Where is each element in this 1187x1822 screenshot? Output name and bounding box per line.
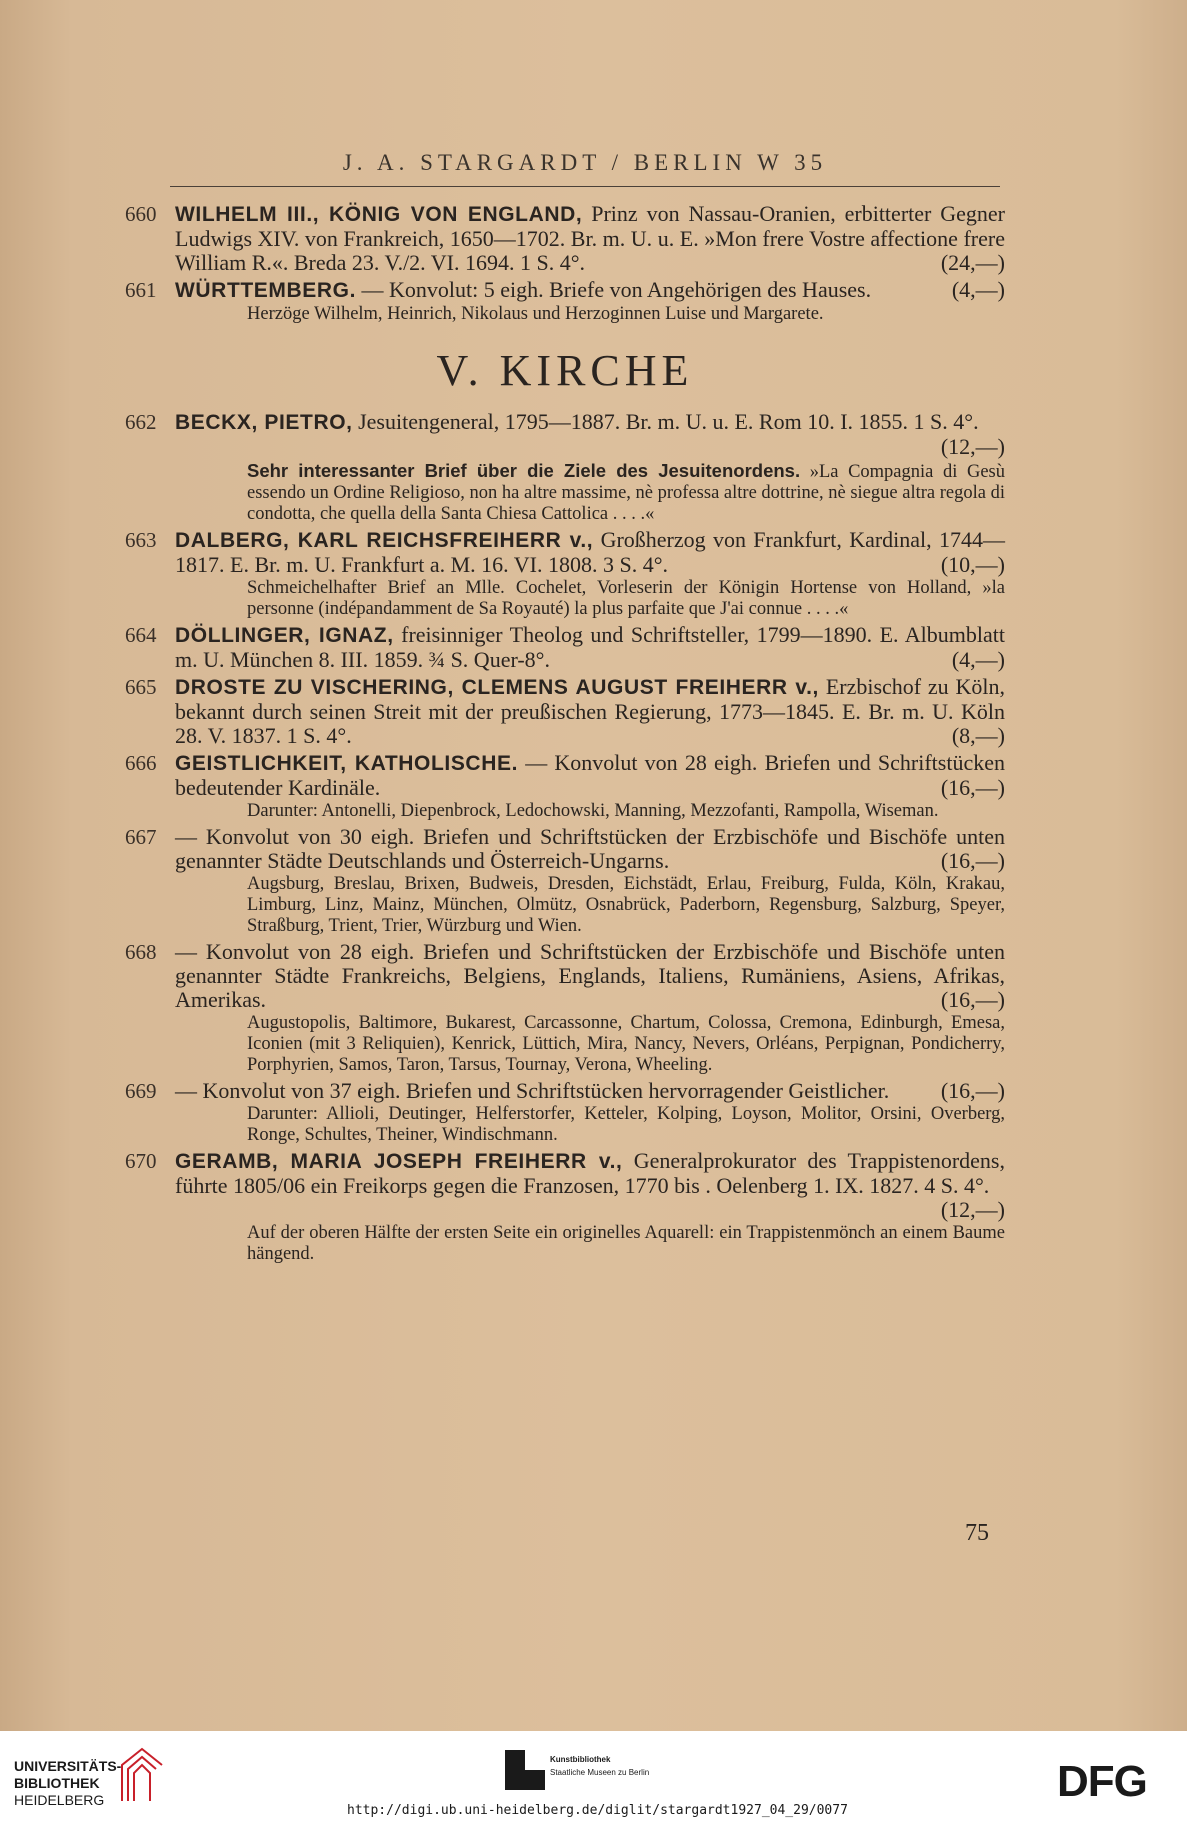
- entry-heading: WÜRTTEMBERG.: [175, 279, 357, 302]
- lot-price: (24,—): [940, 250, 1005, 275]
- catalog-entry: [125, 1079, 1005, 1146]
- entry-description: [175, 528, 1005, 577]
- catalog-entry: [125, 940, 1005, 1076]
- entry-text: freisinniger Theolog und Schriftsteller, 1799—1890. E. Albumblatt m. U. München 8. III. 1859. ¾ S. Quer-8°.: [175, 622, 1005, 672]
- entry-note-text: Auf der oberen Hälfte der ersten Seite ein originelles Aquarell: ein Trappistenmönch an einem Baume hängend.: [247, 1223, 1005, 1264]
- lot-price: (8,—): [951, 723, 1005, 748]
- entry-note-text: Darunter: Antonelli, Diepenbrock, Ledochowski, Manning, Mezzofanti, Rampolla, Wiseman.: [247, 801, 939, 821]
- entry-heading: BECKX, PIETRO,: [175, 411, 353, 434]
- entry-note: [247, 874, 1005, 937]
- entry-note: [247, 1223, 1005, 1265]
- entry-note-text: »La Compagnia di Gesù essendo un Ordine Religioso, non ha altre massime, nè professa altre dottrine, nè siegue altra regola di condotta, che quella della Santa Chiesa Cattolica . . . .«: [247, 462, 1006, 524]
- lot-number: 669: [125, 1079, 157, 1103]
- entry-note-text: Augsburg, Breslau, Brixen, Budweis, Dresden, Eichstädt, Erlau, Freiburg, Fulda, Köln, Krakau, Limburg, Linz, Mainz, München, Olmütz, Osnabrück, Paderborn, Regensburg, Salzburg, Speyer, Straßburg, Trient, Trier, Würzburg und Wien.: [247, 874, 1005, 936]
- entry-text: — Konvolut: 5 eigh. Briefe von Angehörigen des Hauses.: [356, 277, 872, 302]
- lot-number: 660: [125, 202, 157, 226]
- catalog-entry: [125, 825, 1005, 937]
- entry-description: [175, 940, 1005, 1012]
- entry-note: [247, 1104, 1005, 1146]
- running-header: J. A. STARGARDT / BERLIN W 35: [342, 150, 828, 175]
- entry-note-text: Schmeichelhafter Brief an Mlle. Cochelet, Vorleserin der Königin Hortense von Holland, »la personne (indépandamment de Sa Royauté) la plus parfaite que J'ai connue . . . .«: [247, 578, 1005, 619]
- lot-number: 661: [125, 278, 157, 302]
- ub-heidelberg-logo-text: UNIVERSITÄTS- BIBLIOTHEK HEIDELBERG: [14, 1758, 122, 1808]
- catalog-entry: [125, 202, 1005, 275]
- lot-number: 664: [125, 623, 157, 647]
- entry-text: — Konvolut von 30 eigh. Briefen und Schriftstücken der Erzbischöfe und Bischöfe unten genannter Städte Deutschlands und Österreich-Ungarns.: [175, 824, 1005, 873]
- entry-note: [247, 460, 1005, 525]
- lot-number: 668: [125, 940, 157, 964]
- entry-description: [175, 1149, 1005, 1222]
- catalog-entry: [125, 410, 1005, 525]
- entry-note-text: Herzöge Wilhelm, Heinrich, Nikolaus und Herzoginnen Luise und Margarete.: [247, 304, 824, 324]
- catalog-entry: [125, 623, 1005, 672]
- entry-heading: WILHELM III., KÖNIG VON ENGLAND,: [175, 203, 583, 226]
- lot-price: (10,—): [940, 552, 1005, 577]
- catalog-content: [125, 202, 1005, 1268]
- lot-number: 662: [125, 410, 157, 434]
- entry-description: [175, 623, 1005, 672]
- entry-note-text: Darunter: Allioli, Deutinger, Helferstorfer, Ketteler, Kolping, Loyson, Molitor, Orsini, Overberg, Ronge, Schultes, Theiner, Windischmann.: [247, 1104, 1005, 1145]
- entry-text: — Konvolut von 28 eigh. Briefen und Schriftstücken bedeutender Kardinäle.: [175, 750, 1005, 800]
- entry-note-emphasis: Sehr interessanter Brief über die Ziele des Jesuitenordens.: [247, 460, 801, 481]
- source-url[interactable]: http://digi.ub.uni-heidelberg.de/diglit/stargardt1927_04_29/0077: [347, 1803, 848, 1818]
- lot-number: 670: [125, 1149, 157, 1173]
- lot-number: 667: [125, 825, 157, 849]
- entry-heading: DÖLLINGER, IGNAZ,: [175, 624, 394, 647]
- entry-heading: DALBERG, KARL REICHSFREIHERR v.,: [175, 529, 594, 552]
- catalog-entry: [125, 1149, 1005, 1265]
- ub-heidelberg-emblem-icon: [118, 1743, 166, 1805]
- entry-note: [247, 801, 1005, 822]
- entry-text: — Konvolut von 37 eigh. Briefen und Schriftstücken hervorragender Geistlicher.: [175, 1078, 890, 1103]
- lot-price: (16,—): [940, 987, 1005, 1012]
- entry-note: [247, 1013, 1005, 1076]
- catalog-entry: [125, 675, 1005, 748]
- lot-price: (4,—): [951, 647, 1005, 672]
- entry-text: Erzbischof zu Köln, bekannt durch seinen Streit mit der preußischen Regierung, 1773—1845. E. Br. m. U. Köln 28. V. 1837. 1 S. 4°.: [175, 674, 1005, 748]
- entry-note-text: Augustopolis, Baltimore, Bukarest, Carcassonne, Chartum, Colossa, Cremona, Edinburgh, Emesa, Iconien (mit 3 Reliquien), Kenrick, Lüttich, Mira, Nancy, Nevers, Orléans, Perpignan, Pondicherry, Porphyrien, Samos, Taron, Tarsus, Tournay, Verona, Wheeling.: [247, 1013, 1005, 1075]
- kunstbibliothek-text: Kunstbibliothek Staatliche Museen zu Berlin: [550, 1755, 650, 1777]
- lot-price: (16,—): [940, 775, 1005, 800]
- entry-heading: DROSTE ZU VISCHERING, CLEMENS AUGUST FREIHERR v.,: [175, 676, 819, 699]
- entry-text: Generalprokurator des Trappistenordens, führte 1805/06 ein Freikorps gegen die Franzosen, 1770 bis . Oelenberg 1. IX. 1827. 4 S. 4°.: [175, 1148, 1005, 1198]
- entry-text: Jesuitengeneral, 1795—1887. Br. m. U. u. E. Rom 10. I. 1855. 1 S. 4°.: [352, 409, 979, 434]
- entry-description: [175, 825, 1005, 873]
- entry-description: [175, 751, 1005, 800]
- lot-price: (12,—): [940, 434, 1005, 459]
- entry-text: — Konvolut von 28 eigh. Briefen und Schriftstücken der Erzbischöfe und Bischöfe unten genannter Städte Frankreichs, Belgiens, Englands, Italiens, Rumäniens, Asiens, Afrikas, Amerikas.: [175, 939, 1005, 1012]
- entries-before-section: [125, 202, 1005, 325]
- page-number: 75: [965, 1520, 989, 1546]
- entry-description: [175, 675, 1005, 748]
- lot-price: (16,—): [940, 848, 1005, 873]
- entry-description: [175, 410, 1005, 459]
- lot-price: (4,—): [951, 277, 1005, 302]
- catalog-entry: [125, 751, 1005, 822]
- dfg-logo: DFG: [1057, 1757, 1147, 1806]
- catalog-entry: [125, 528, 1005, 620]
- lot-number: 665: [125, 675, 157, 699]
- entry-note: [247, 304, 1005, 325]
- entry-text: Prinz von Nassau-Oranien, erbitterter Gegner Ludwigs XIV. von Frankreich, 1650—1702. Br. m. U. u. E. »Mon frere Vostre affectione frere William R.«. Breda 23. V./2. VI. 1694. 1 S. 4°.: [175, 201, 1005, 275]
- entry-note: [247, 578, 1005, 620]
- footer-bar: [0, 1731, 1187, 1822]
- entry-heading: GEISTLICHKEIT, KATHOLISCHE.: [175, 752, 519, 775]
- entry-heading: GERAMB, MARIA JOSEPH FREIHERR v.,: [175, 1150, 623, 1173]
- lot-price: (12,—): [940, 1197, 1005, 1222]
- lot-number: 663: [125, 528, 157, 552]
- lot-number: 666: [125, 751, 157, 775]
- section-title: V. KIRCHE: [436, 346, 694, 395]
- header-rule: [170, 186, 1000, 187]
- lot-price: (16,—): [940, 1078, 1005, 1103]
- entry-description: [175, 278, 1005, 303]
- entry-text: Großherzog von Frankfurt, Kardinal, 1744—1817. E. Br. m. U. Frankfurt a. M. 16. VI. 1808. 3 S. 4°.: [175, 527, 1005, 577]
- kunstbibliothek-logo-icon: [505, 1750, 555, 1790]
- entries-kirche: [125, 410, 1005, 1265]
- catalog-entry: [125, 278, 1005, 325]
- entry-description: [175, 202, 1005, 275]
- entry-description: [175, 1079, 1005, 1103]
